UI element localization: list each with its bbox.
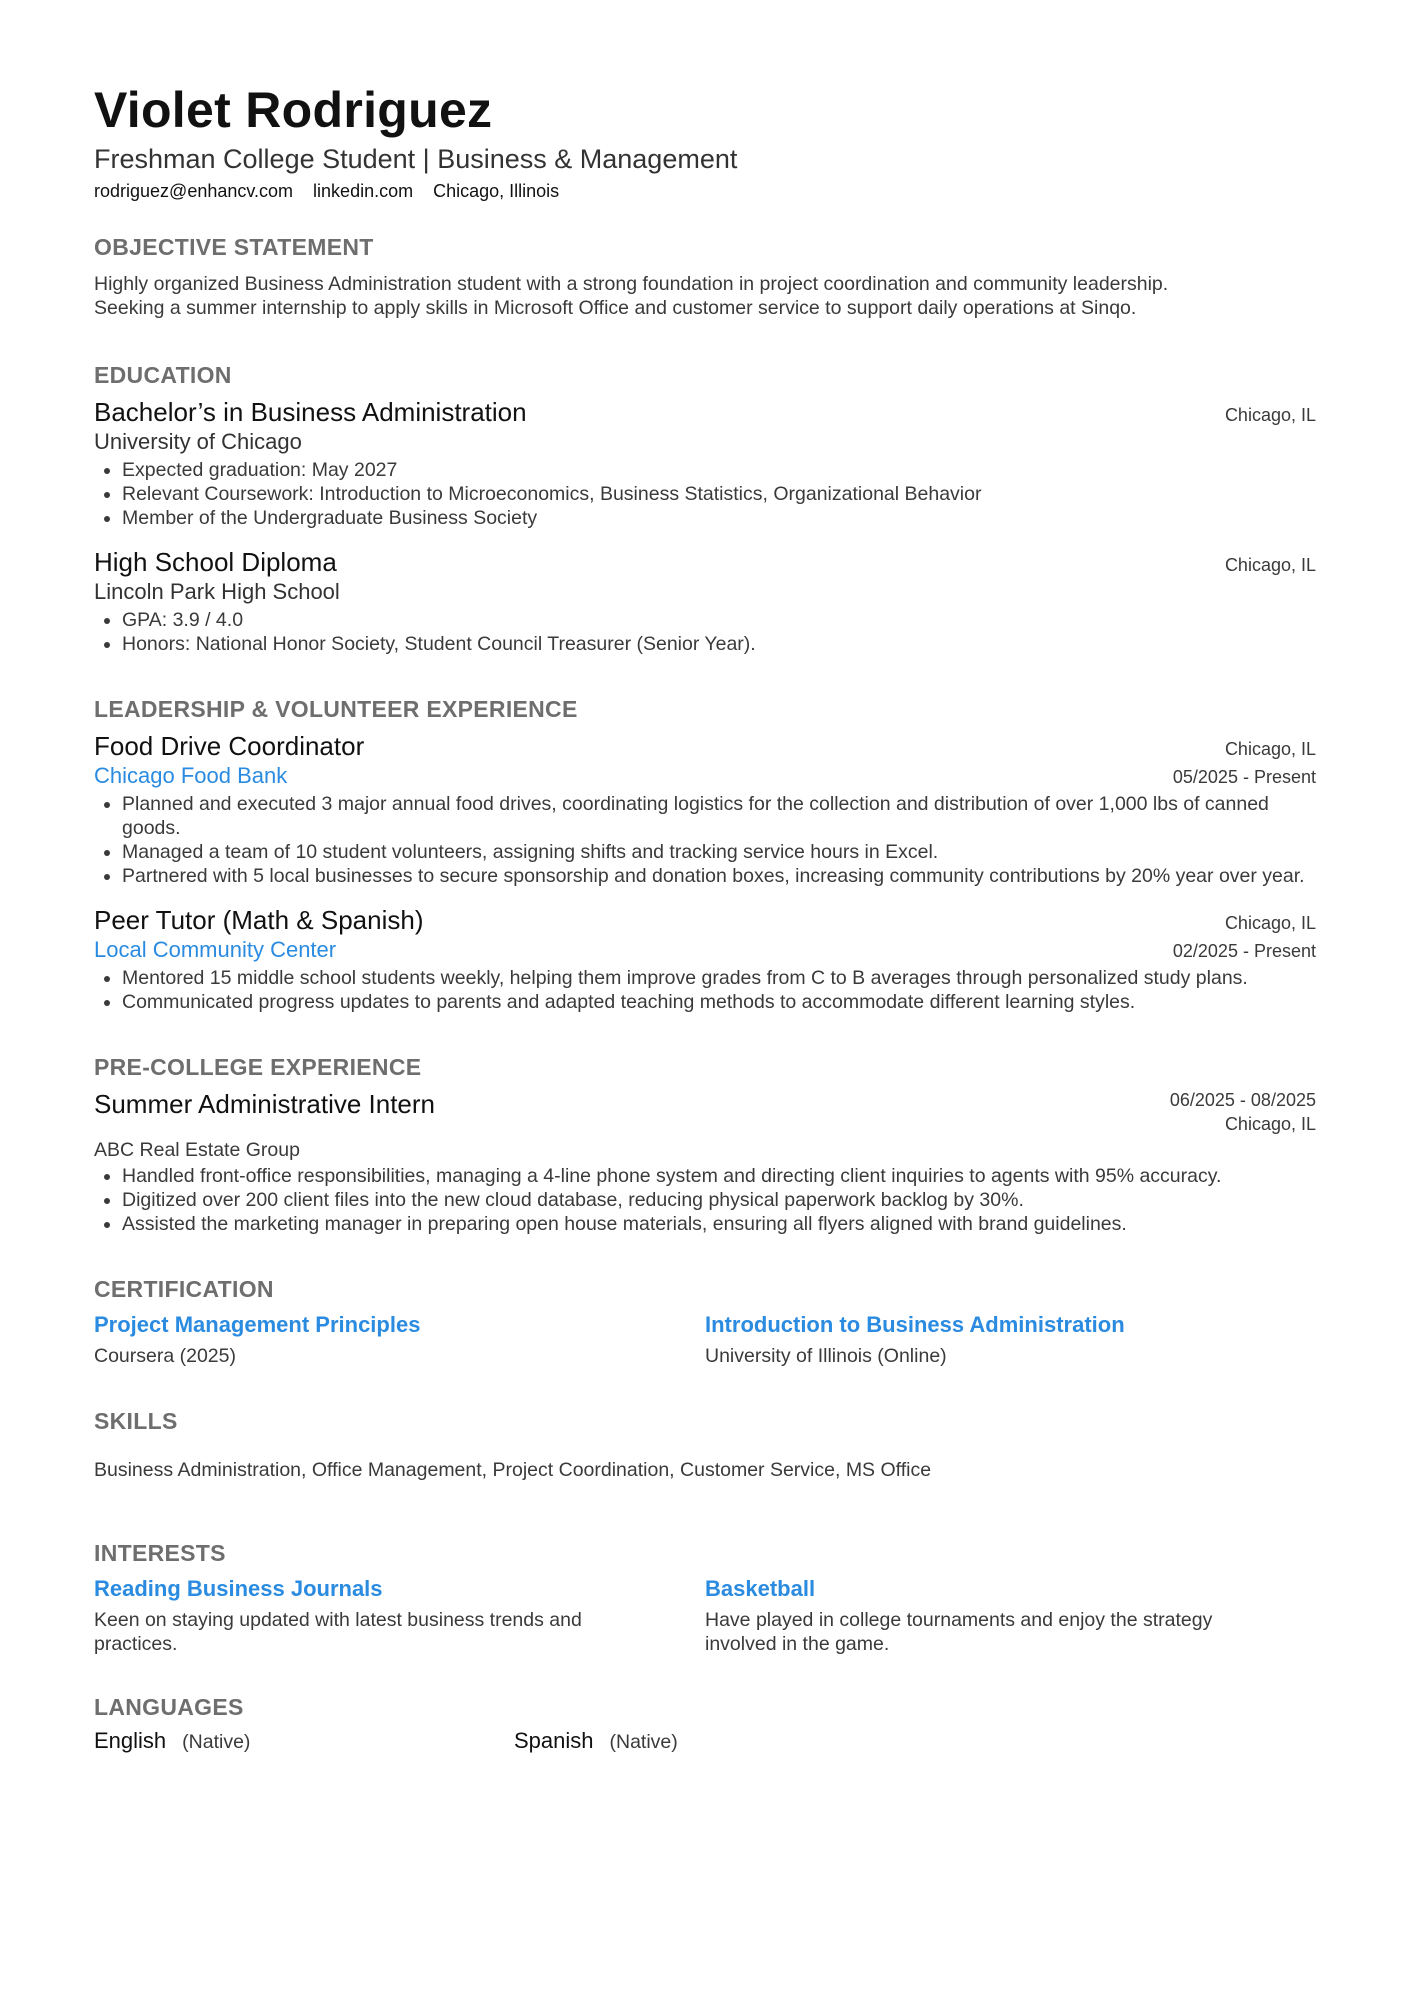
skills-section [94, 1406, 1316, 1482]
role-title: Food Drive Coordinator [94, 731, 365, 761]
language-item [514, 1728, 934, 1754]
bullet-item: • Honors: National Honor Society, Student Council Treasurer (Senior Year). [122, 632, 1316, 656]
certification-issuer: Coursera (2025) [94, 1345, 236, 1367]
entry-location: Chicago, IL [1224, 1114, 1316, 1134]
entry-location: Chicago, IL [1224, 555, 1316, 575]
certification-title[interactable]: Introduction to Business Administration [705, 1312, 1125, 1337]
language-name: English [94, 1728, 167, 1753]
languages-section [94, 1692, 1316, 1754]
experience-entry [94, 730, 1316, 888]
language-level: (Native) [182, 1731, 251, 1753]
section-heading: EDUCATION [94, 362, 232, 388]
objective-line: Seeking a summer internship to apply skills in Microsoft Office and customer service to support daily operations at Sinqo. [94, 297, 1137, 319]
entry-location: Chicago, IL [1224, 739, 1316, 759]
entry-location: Chicago, IL [1224, 405, 1316, 425]
interest-description: involved in the game. [705, 1633, 890, 1655]
email-link[interactable]: rodriguez@enhancv.com [94, 181, 294, 201]
bullet-item: • Partnered with 5 local businesses to secure sponsorship and donation boxes, increasing community contributions by 20% year over year. [122, 864, 1316, 888]
interest-description: Have played in college tournaments and enjoy the strategy [705, 1609, 1213, 1631]
skills-list: Business Administration, Office Management, Project Coordination, Customer Service, MS Office [94, 1459, 932, 1481]
objective-line: Highly organized Business Administration student with a strong foundation in project coordination and community leadership. [94, 273, 1169, 295]
bullet-list [94, 1164, 1316, 1236]
bullet-item: • Digitized over 200 client files into the new cloud database, reducing physical paperwork backlog by 30%. [122, 1188, 1316, 1212]
school-name: Lincoln Park High School [94, 579, 340, 604]
objective-section [94, 232, 1316, 320]
bullet-item: • Relevant Coursework: Introduction to Microeconomics, Business Statistics, Organizational Behavior [122, 482, 1316, 506]
entry-dates: 06/2025 - 08/2025 [1169, 1090, 1316, 1110]
degree-title: High School Diploma [94, 547, 337, 577]
language-name: Spanish [514, 1728, 594, 1753]
bullet-item: • Managed a team of 10 student volunteers, assigning shifts and tracking service hours in Excel. [122, 840, 1316, 864]
section-heading: SKILLS [94, 1408, 178, 1434]
organization-name: ABC Real Estate Group [94, 1139, 300, 1161]
education-section [94, 360, 1316, 656]
certification-issuer: University of Illinois (Online) [705, 1345, 947, 1367]
section-heading: LANGUAGES [94, 1694, 244, 1720]
contact-info [94, 178, 1316, 204]
bullet-item: • Planned and executed 3 major annual food drives, coordinating logistics for the collection and distribution of over 1,000 lbs of canned goods. [122, 792, 1316, 840]
resume-header [94, 0, 1316, 204]
leadership-section [94, 694, 1316, 1014]
section-heading: LEADERSHIP & VOLUNTEER EXPERIENCE [94, 696, 578, 722]
location-text: Chicago, Illinois [433, 181, 560, 201]
bullet-item: • Member of the Undergraduate Business Society [122, 506, 1316, 530]
certification-section [94, 1274, 1316, 1368]
degree-title: Bachelor’s in Business Administration [94, 397, 527, 427]
entry-dates: 05/2025 - Present [1172, 767, 1316, 787]
entry-location: Chicago, IL [1224, 913, 1316, 933]
education-entry [94, 546, 1316, 656]
linkedin-link[interactable]: linkedin.com [313, 181, 414, 201]
bullet-item: • GPA: 3.9 / 4.0 [122, 608, 1316, 632]
section-heading: PRE-COLLEGE EXPERIENCE [94, 1054, 422, 1080]
language-item [94, 1728, 514, 1754]
education-entry [94, 396, 1316, 530]
bullet-item: • Mentored 15 middle school students weekly, helping them improve grades from C to B averages through personalized study plans. [122, 966, 1316, 990]
organization-link[interactable]: Chicago Food Bank [94, 763, 288, 788]
language-level: (Native) [609, 1731, 678, 1753]
interest-description: practices. [94, 1633, 178, 1655]
interest-title: Basketball [705, 1576, 816, 1601]
interest-item [705, 1574, 1316, 1656]
school-name: University of Chicago [94, 429, 302, 454]
bullet-item: • Assisted the marketing manager in preparing open house materials, ensuring all flyers aligned with brand guidelines. [122, 1212, 1316, 1236]
bullet-item: • Handled front-office responsibilities, managing a 4-line phone system and directing client inquiries to agents with 95% accuracy. [122, 1164, 1316, 1188]
interests-section [94, 1538, 1316, 1656]
organization-link[interactable]: Local Community Center [94, 937, 337, 962]
precollege-section [94, 1052, 1316, 1236]
bullet-list [94, 458, 1316, 530]
candidate-name: Violet Rodriguez [94, 82, 493, 138]
interest-item [94, 1574, 705, 1656]
bullet-item: • Expected graduation: May 2027 [122, 458, 1316, 482]
section-heading: CERTIFICATION [94, 1276, 274, 1302]
section-heading: OBJECTIVE STATEMENT [94, 234, 374, 260]
experience-entry [94, 904, 1316, 1014]
certification-title[interactable]: Project Management Principles [94, 1312, 421, 1337]
bullet-item: • Communicated progress updates to parents and adapted teaching methods to accommodate different learning styles. [122, 990, 1316, 1014]
certification-item [94, 1310, 705, 1368]
entry-dates: 02/2025 - Present [1172, 941, 1316, 961]
bullet-list [94, 792, 1316, 888]
interest-description: Keen on staying updated with latest business trends and [94, 1609, 582, 1631]
role-title: Summer Administrative Intern [94, 1089, 436, 1119]
interest-title: Reading Business Journals [94, 1576, 383, 1601]
section-heading: INTERESTS [94, 1540, 226, 1566]
bullet-list [94, 966, 1316, 1014]
bullet-list [94, 608, 1316, 656]
certification-item [705, 1310, 1316, 1368]
candidate-title: Freshman College Student | Business & Management [94, 144, 738, 174]
role-title: Peer Tutor (Math & Spanish) [94, 905, 424, 935]
